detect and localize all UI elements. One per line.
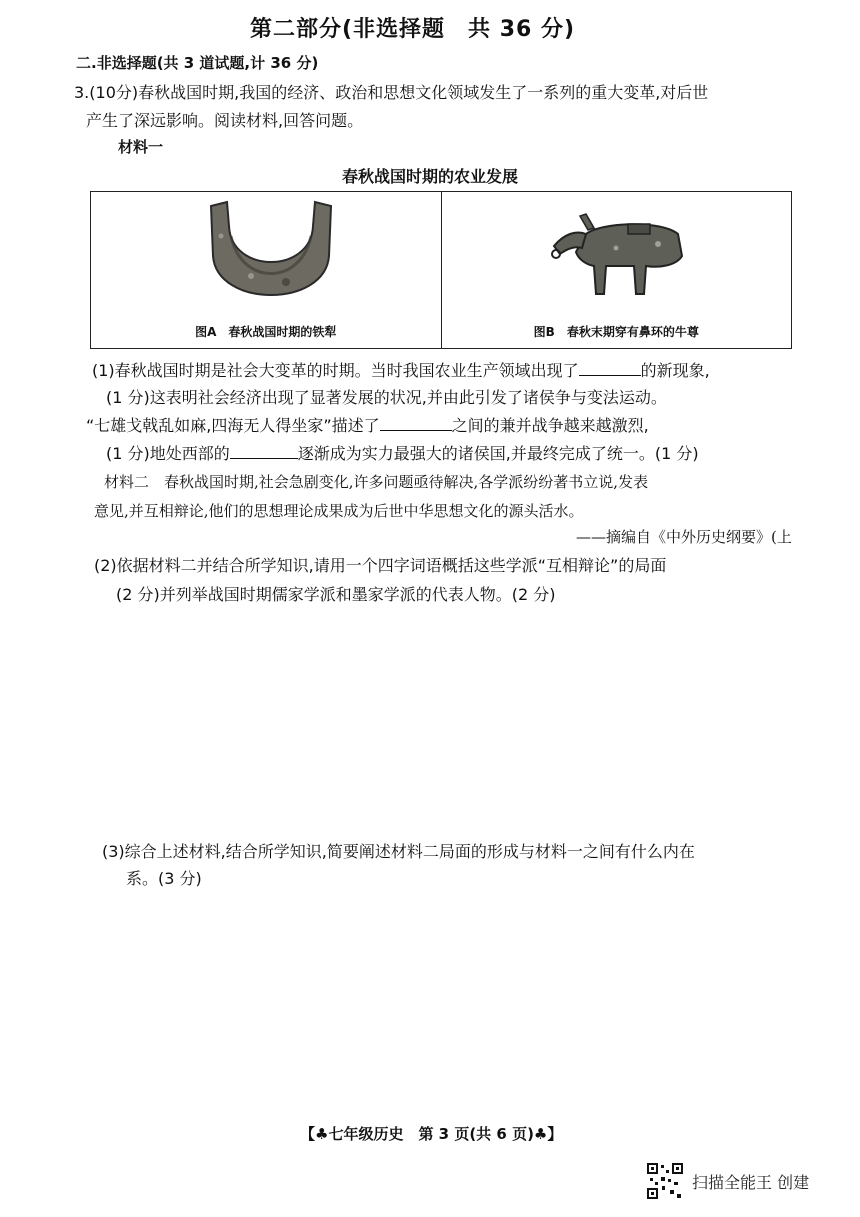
part1-line2: (1 分)这表明社会经济出现了显著发展的状况,并由此引发了诸侯争与变法运动。 <box>106 388 667 407</box>
figure-a-cell <box>91 192 441 348</box>
part3-line1: (3)综合上述材料,结合所学知识,简要阐述材料二局面的形成与材料一之间有什么内在 <box>102 842 695 861</box>
part1-line4 <box>106 441 699 464</box>
answer-blank-2[interactable] <box>380 416 452 431</box>
part2-line1: (2)依据材料二并结合所学知识,请用一个四字词语概括这些学派“互相辩论”的局面 <box>94 556 667 575</box>
scanner-watermark: 扫描全能王 创建 <box>692 1173 810 1192</box>
material2-line1: 材料二 春秋战国时期,社会急剧变化,许多问题亟待解决,各学派纷纷著书立说,发表 <box>104 473 649 491</box>
figure-b-caption: 图B 春秋末期穿有鼻环的牛尊 <box>533 325 699 339</box>
part1-line3-post: 之间的兼并战争越来越激烈, <box>451 416 649 435</box>
material2-line2: 意见,并互相辩论,他们的思想理论成果成为后世中华思想文化的源头活水。 <box>94 502 584 520</box>
answer-blank-3[interactable] <box>230 444 298 459</box>
material2-source: ——摘编自《中外历史纲要》(上 <box>576 528 792 546</box>
figure-a-caption: 图A 春秋战国时期的铁犁 <box>195 325 337 339</box>
qr-code-icon <box>646 1162 684 1200</box>
part1-line4-post: 逐渐成为实力最强大的诸侯国,并最终完成了统一。(1 分) <box>297 444 699 463</box>
question-intro-line1: 3.(10分)春秋战国时期,我国的经济、政治和思想文化领域发生了一系列的重大变革,对后世 <box>74 83 709 102</box>
page-footer: 【♣七年级历史 第 3 页(共 6 页)♣】 <box>300 1125 563 1143</box>
page-title: 第二部分(非选择题 共 36 分) <box>250 17 576 42</box>
part1-line1 <box>92 358 710 381</box>
figure-title: 春秋战国时期的农业发展 <box>341 167 518 186</box>
figure-table <box>90 191 792 349</box>
iron-plow-image <box>191 196 351 316</box>
section-heading: 二.非选择题(共 3 道试题,计 36 分) <box>76 54 319 72</box>
part1-line1-post: 的新现象, <box>640 361 710 380</box>
part2-line2: (2 分)并列举战国时期儒家学派和墨家学派的代表人物。(2 分) <box>116 585 556 604</box>
part1-line3 <box>86 413 649 436</box>
part1-line3-pre: “七雄戈戟乱如麻,四海无人得坐家”描述了 <box>86 416 380 435</box>
part1-line4-pre: (1 分)地处西部的 <box>106 444 230 463</box>
ox-zun-image <box>546 204 696 304</box>
question-intro-line2: 产生了深远影响。阅读材料,回答问题。 <box>86 111 364 130</box>
part3-line2: 系。(3 分) <box>126 869 202 888</box>
part1-line1-pre: (1)春秋战国时期是社会大变革的时期。当时我国农业生产领域出现了 <box>92 361 579 380</box>
answer-blank-1[interactable] <box>579 361 641 376</box>
figure-b-cell <box>441 192 792 348</box>
material1-label: 材料一 <box>118 138 164 156</box>
